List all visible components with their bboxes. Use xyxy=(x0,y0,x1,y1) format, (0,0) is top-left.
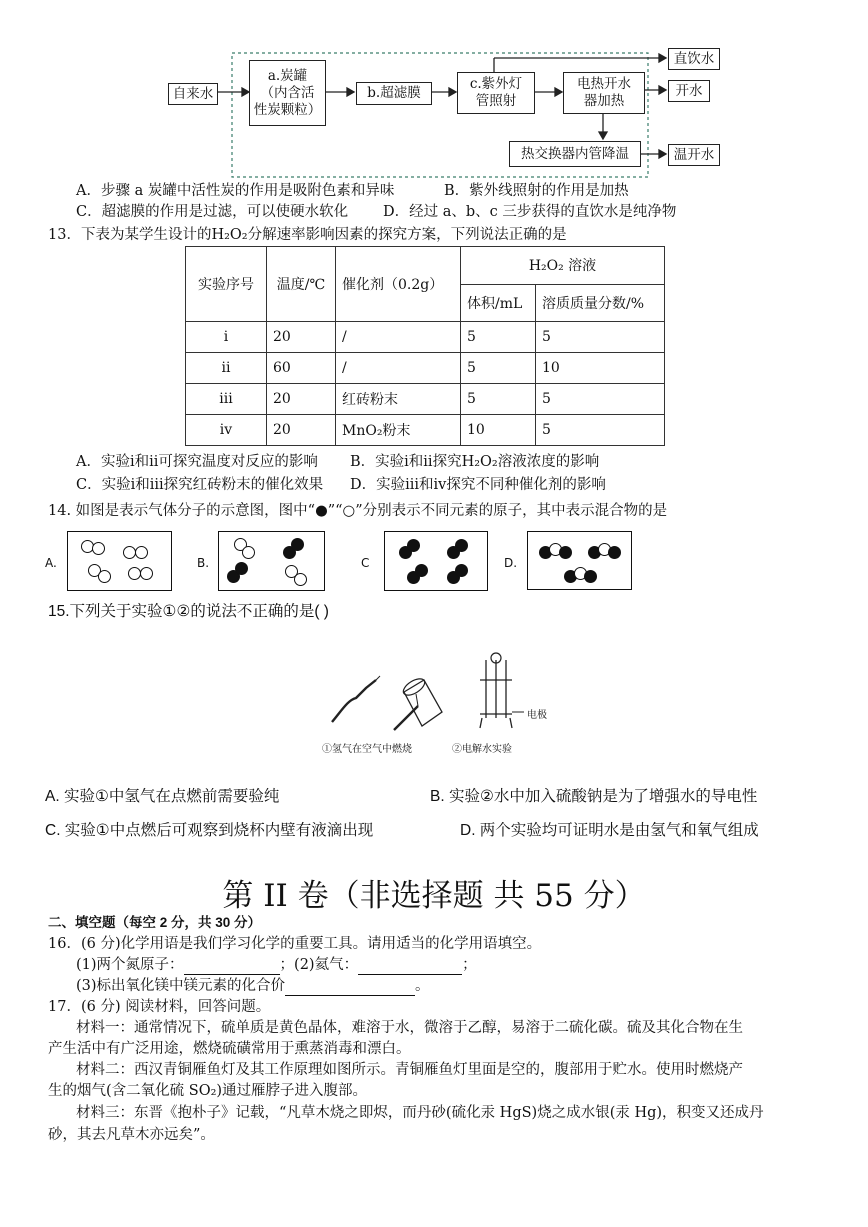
carbon-tank-label-2: （内含活 xyxy=(260,84,315,101)
cell-volume: 5 xyxy=(461,353,536,384)
table-row xyxy=(186,415,665,446)
q12-option-a: A．步骤 a 炭罐中活性炭的作用是吸附色素和异味 xyxy=(76,183,395,199)
q17-stem: 17．(6 分) 阅读材料，回答问题。 xyxy=(48,999,271,1015)
cell-fraction: 5 xyxy=(536,384,665,415)
answer-blank-3[interactable] xyxy=(285,981,415,996)
header-solution: H₂O₂ 溶液 xyxy=(461,247,665,285)
q14-box-d xyxy=(527,531,632,590)
q14-label-c: C xyxy=(361,556,370,570)
q12-option-c: C．超滤膜的作用是过滤，可以使硬水软化 xyxy=(76,204,349,220)
heat-exchanger-box: 热交换器内管降温 xyxy=(509,141,641,167)
caption-hydrogen-burning: ①氢气在空气中燃烧 xyxy=(322,744,412,755)
material-two-line-1: 材料二：西汉青铜雁鱼灯及其工作原理如图所示。青铜雁鱼灯里面是空的，腹部用于贮水。使用时燃烧产 xyxy=(76,1062,743,1078)
q16-line-3 xyxy=(76,976,430,996)
table-row xyxy=(186,322,665,353)
flow-diagram-lines xyxy=(0,0,868,190)
cell-catalyst: MnO₂粉末 xyxy=(336,415,461,446)
q15-option-b: B. 实验②水中加入硫酸钠是为了增强水的导电性 xyxy=(430,788,758,805)
q14-label-d: D. xyxy=(504,556,518,570)
answer-blank-2[interactable] xyxy=(358,960,462,975)
ultrafilter-box: b.超滤膜 xyxy=(356,82,432,105)
q16-stem: 16．(6 分)化学用语是我们学习化学的重要工具。请用适当的化学用语填空。 xyxy=(48,936,542,952)
cell-catalyst: / xyxy=(336,353,461,384)
cell-fraction: 10 xyxy=(536,353,665,384)
header-seq: 实验序号 xyxy=(186,247,267,322)
cell-seq: ii xyxy=(186,353,267,384)
q14-stem: 14. 如图是表示气体分子的示意图，图中“●”“○”分别表示不同元素的原子，其中表示混合物的是 xyxy=(48,503,668,519)
carbon-tank-label-3: 性炭颗粒） xyxy=(253,101,322,118)
cell-catalyst: / xyxy=(336,322,461,353)
q16-line-1 xyxy=(76,955,477,975)
q15-option-a: A. 实验①中氢气在点燃前需要验纯 xyxy=(45,788,280,805)
q13-option-d: D．实验iii和iv探究不同种催化剂的影响 xyxy=(350,477,606,493)
uv-lamp-label-2: 管照射 xyxy=(475,93,517,109)
q12-option-b: B．紫外线照射的作用是加热 xyxy=(444,183,629,199)
heater-box xyxy=(563,72,645,114)
boiled-water-box: 开水 xyxy=(668,80,710,102)
uv-lamp-box xyxy=(457,72,535,114)
section-heading: 二、填空题（每空 2 分，共 30 分） xyxy=(48,915,262,930)
electrode-label: 电极 xyxy=(527,710,547,721)
material-one-line-1: 材料一：通常情况下，硫单质是黄色晶体，难溶于水，微溶于乙醇，易溶于二硫化碳。硫及其化合物在生 xyxy=(76,1020,743,1036)
material-three-line-2: 砂，其去凡草木亦远矣”。 xyxy=(48,1127,215,1143)
direct-drink-water-box: 直饮水 xyxy=(668,48,720,70)
cell-seq: i xyxy=(186,322,267,353)
q13-stem: 13．下表为某学生设计的H₂O₂分解速率影响因素的探究方案，下列说法正确的是 xyxy=(48,227,567,243)
cell-volume: 10 xyxy=(461,415,536,446)
q14-box-a xyxy=(67,531,172,591)
heater-label-2: 器加热 xyxy=(583,93,625,109)
q12-option-d: D．经过 a、b、c 三步获得的直饮水是纯净物 xyxy=(383,204,677,220)
material-one-line-2: 产生活中有广泛用途，燃烧硫磺常用于熏蒸消毒和漂白。 xyxy=(48,1041,411,1057)
q16-line-1-end: ； xyxy=(462,957,477,973)
cell-fraction: 5 xyxy=(536,322,665,353)
answer-blank-1[interactable] xyxy=(184,960,280,975)
cell-volume: 5 xyxy=(461,384,536,415)
tap-water-box: 自来水 xyxy=(168,83,218,105)
cell-seq: iv xyxy=(186,415,267,446)
q13-option-c: C．实验i和iii探究红砖粉末的催化效果 xyxy=(76,477,324,493)
q13-option-a: A．实验i和ii可探究温度对反应的影响 xyxy=(76,454,318,470)
cell-temp: 20 xyxy=(267,322,336,353)
carbon-tank-label-1: a.炭罐 xyxy=(267,67,308,84)
q13-option-b: B．实验i和ii探究H₂O₂溶液浓度的影响 xyxy=(350,454,600,470)
cell-temp: 20 xyxy=(267,415,336,446)
q16-blank-2-label: ；(2)氦气： xyxy=(279,957,359,973)
cell-volume: 5 xyxy=(461,322,536,353)
carbon-tank-box xyxy=(249,60,326,126)
cell-seq: iii xyxy=(186,384,267,415)
q15-stem: 15.下列关于实验①②的说法不正确的是( ) xyxy=(48,603,329,620)
q14-label-a: A. xyxy=(45,556,57,570)
cell-catalyst: 红砖粉末 xyxy=(336,384,461,415)
cell-temp: 60 xyxy=(267,353,336,384)
q16-blank-3-label: (3)标出氧化镁中镁元素的化合价 xyxy=(76,978,286,994)
uv-lamp-label-1: c.紫外灯 xyxy=(469,76,523,92)
q16-line-3-end: 。 xyxy=(415,978,430,994)
table-row xyxy=(186,353,665,384)
header-temp: 温度/℃ xyxy=(267,247,336,322)
q14-box-b xyxy=(218,531,325,591)
header-catalyst: 催化剂（0.2g） xyxy=(336,247,461,322)
caption-water-electrolysis: ②电解水实验 xyxy=(452,744,512,755)
cell-temp: 20 xyxy=(267,384,336,415)
q14-label-b: B. xyxy=(197,556,210,570)
header-volume: 体积/mL xyxy=(461,284,536,322)
q16-blank-1-label: (1)两个氮原子： xyxy=(76,957,184,973)
cell-fraction: 5 xyxy=(536,415,665,446)
experiment-table xyxy=(185,246,665,446)
q14-box-c xyxy=(384,531,488,591)
material-two-line-2: 生的烟气(含二氧化硫 SO₂)通过雁脖子进入腹部。 xyxy=(48,1083,368,1099)
table-row xyxy=(186,384,665,415)
heater-label-1: 电热开水 xyxy=(577,76,631,92)
header-fraction: 溶质质量分数/% xyxy=(536,284,665,322)
q15-option-c: C. 实验①中点燃后可观察到烧杯内壁有液滴出现 xyxy=(45,822,374,839)
part-two-title: 第 II 卷（非选择题 共 55 分） xyxy=(222,878,646,914)
material-three-line-1: 材料三：东晋《抱朴子》记载，“凡草木烧之即烬，而丹砂(硫化汞 HgS)烧之成水银(汞 Hg)，积变又还成丹 xyxy=(76,1105,764,1121)
experiment-illustration xyxy=(320,650,550,740)
q15-option-d: D. 两个实验均可证明水是由氢气和氧气组成 xyxy=(460,822,759,839)
warm-water-box: 温开水 xyxy=(668,144,720,166)
